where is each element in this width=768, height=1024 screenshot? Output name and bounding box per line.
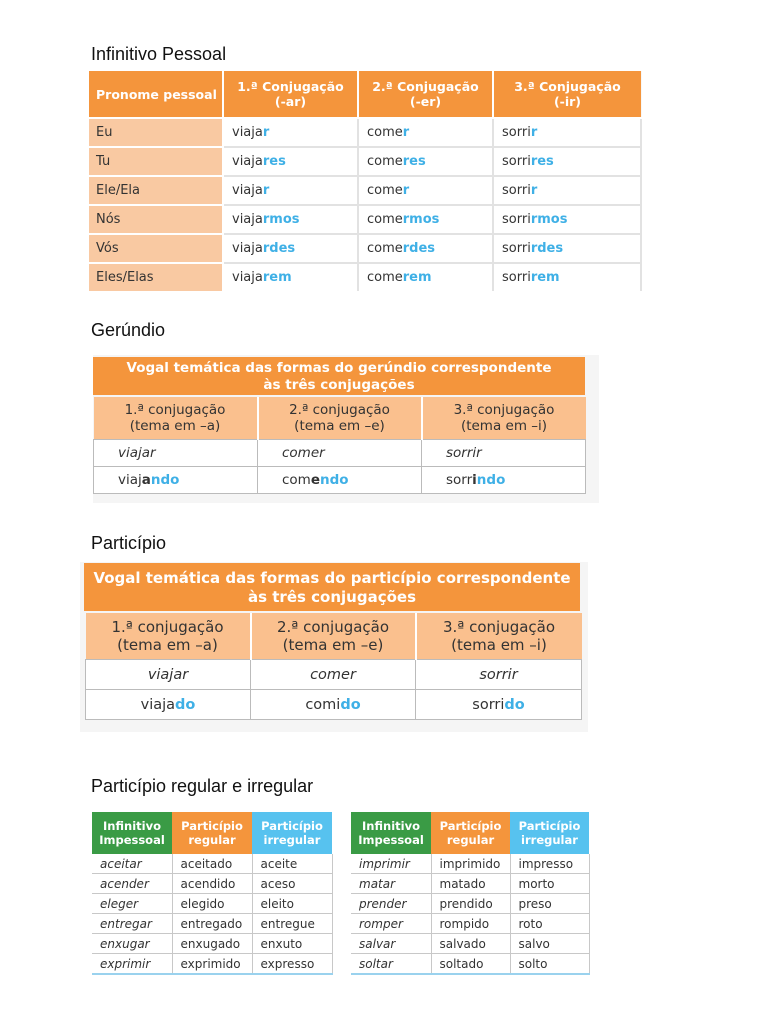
header-sublabel: (tema em –e) bbox=[282, 636, 384, 654]
header-sublabel: (tema em –i) bbox=[460, 418, 548, 434]
table-row bbox=[92, 914, 332, 934]
verb-stem: come bbox=[367, 212, 403, 227]
form-ending: do bbox=[175, 696, 196, 713]
header-sublabel: (tema em –a) bbox=[117, 636, 218, 654]
verb-stem: come bbox=[367, 125, 403, 140]
regular-participle-cell: enxugado bbox=[172, 934, 252, 954]
verb-stem: viaja bbox=[232, 241, 263, 256]
table-cell bbox=[223, 147, 358, 176]
theme-vowel: e bbox=[310, 472, 320, 488]
verb-ending: r bbox=[402, 183, 410, 198]
header-regular bbox=[431, 812, 510, 854]
header-label: Infinitivo bbox=[103, 819, 161, 833]
table-header-row bbox=[94, 397, 586, 440]
header-label: 1.ª Conjugação bbox=[237, 79, 344, 94]
pronoun-cell: Eles/Elas bbox=[89, 263, 223, 291]
irregular-participle-cell: impresso bbox=[510, 854, 589, 874]
table-cell bbox=[493, 176, 641, 205]
infinitive-cell: matar bbox=[351, 874, 431, 894]
verb-ending: r bbox=[262, 183, 270, 198]
verb-stem: sorri bbox=[502, 212, 531, 227]
table-row bbox=[94, 467, 586, 494]
irregular-participle-cell: salvo bbox=[510, 934, 589, 954]
infinitive-cell: exprimir bbox=[92, 954, 172, 975]
table-row bbox=[351, 954, 589, 975]
table-cell: sorrir bbox=[416, 660, 582, 690]
table-row bbox=[351, 934, 589, 954]
table-cell: comer bbox=[258, 440, 422, 467]
header-label: 3.ª conjugação bbox=[442, 618, 556, 636]
verb-ending: res bbox=[530, 154, 554, 169]
table-row bbox=[351, 854, 589, 874]
title-line: Vogal temática das formas do gerúndio correspondente bbox=[126, 360, 552, 376]
irregular-participle-cell: morto bbox=[510, 874, 589, 894]
header-conj-1 bbox=[94, 397, 258, 440]
verb-stem: viaja bbox=[232, 183, 263, 198]
header-infinitivo bbox=[351, 812, 431, 854]
header-label: 3.ª Conjugação bbox=[514, 79, 621, 94]
header-conj-3 bbox=[416, 613, 582, 660]
irregular-participle-cell: aceite bbox=[252, 854, 332, 874]
gerundio-title bbox=[93, 357, 585, 395]
irregular-participle-cell: aceso bbox=[252, 874, 332, 894]
verb-ending: res bbox=[402, 154, 426, 169]
form-stem: sorr bbox=[446, 472, 473, 488]
form-stem: com bbox=[282, 472, 311, 488]
header-sublabel: regular bbox=[446, 833, 495, 847]
title-line: às três conjugações bbox=[263, 377, 415, 393]
verb-ending: res bbox=[262, 154, 286, 169]
header-label: Particípio bbox=[261, 819, 323, 833]
title-line: às três conjugações bbox=[247, 588, 417, 606]
heading-participio: Particípio bbox=[91, 533, 167, 553]
infinitive-cell: eleger bbox=[92, 894, 172, 914]
table-cell bbox=[493, 234, 641, 263]
table-cell bbox=[493, 263, 641, 291]
table-row bbox=[92, 874, 332, 894]
header-irregular bbox=[510, 812, 589, 854]
verb-ending: r bbox=[530, 125, 538, 140]
verb-stem: sorri bbox=[502, 270, 531, 285]
table-cell: viajar bbox=[94, 440, 258, 467]
table-cell: comer bbox=[251, 660, 416, 690]
verb-ending: rmos bbox=[402, 212, 440, 227]
form-stem: viaj bbox=[118, 472, 142, 488]
reg-irreg-left-panel bbox=[92, 812, 332, 974]
irregular-participle-cell: preso bbox=[510, 894, 589, 914]
table-cell bbox=[223, 118, 358, 147]
pronoun-cell: Ele/Ela bbox=[89, 176, 223, 205]
table-cell bbox=[258, 467, 422, 494]
table-cell bbox=[422, 467, 586, 494]
header-label: Particípio bbox=[181, 819, 243, 833]
table-cell bbox=[94, 467, 258, 494]
gerundio-table bbox=[93, 397, 586, 494]
header-sublabel: (tema em –e) bbox=[294, 418, 385, 434]
header-conj-2 bbox=[251, 613, 416, 660]
header-sublabel: (-ir) bbox=[553, 94, 582, 109]
infinitive-cell: romper bbox=[351, 914, 431, 934]
table-row bbox=[86, 660, 582, 690]
verb-ending: rem bbox=[530, 270, 560, 285]
infinitive-cell: prender bbox=[351, 894, 431, 914]
verb-stem: sorri bbox=[502, 125, 531, 140]
header-conj-3 bbox=[493, 71, 641, 118]
header-label: 3.ª conjugação bbox=[453, 402, 555, 418]
header-sublabel: regular bbox=[188, 833, 236, 847]
table-header-row bbox=[86, 613, 582, 660]
verb-stem: viaja bbox=[232, 154, 263, 169]
table-cell bbox=[223, 205, 358, 234]
table-cell bbox=[358, 234, 493, 263]
table-row bbox=[94, 440, 586, 467]
irregular-participle-cell: eleito bbox=[252, 894, 332, 914]
form-stem: comi bbox=[305, 696, 341, 713]
header-label: Particípio bbox=[439, 819, 502, 833]
table-cell bbox=[358, 263, 493, 291]
verb-ending: r bbox=[530, 183, 538, 198]
header-label: 1.ª conjugação bbox=[111, 618, 224, 636]
header-conj-2 bbox=[358, 71, 493, 118]
table-header-row bbox=[351, 812, 589, 854]
table-row bbox=[92, 954, 332, 975]
regular-participle-cell: entregado bbox=[172, 914, 252, 934]
table-cell bbox=[223, 263, 358, 291]
regular-participle-cell: acendido bbox=[172, 874, 252, 894]
header-sublabel: Impessoal bbox=[358, 833, 424, 847]
form-stem: sorri bbox=[472, 696, 505, 713]
infinitive-cell: imprimir bbox=[351, 854, 431, 874]
verb-stem: come bbox=[367, 241, 403, 256]
infinitive-cell: soltar bbox=[351, 954, 431, 975]
table-row bbox=[92, 854, 332, 874]
heading-infinitivo-pessoal: Infinitivo Pessoal bbox=[91, 44, 227, 64]
verb-ending: rdes bbox=[262, 241, 296, 256]
regular-participle-cell: rompido bbox=[431, 914, 510, 934]
table-row bbox=[89, 147, 641, 176]
verb-ending: rmos bbox=[530, 212, 568, 227]
verb-ending: rem bbox=[262, 270, 292, 285]
irregular-participle-cell: solto bbox=[510, 954, 589, 975]
regular-participle-cell: exprimido bbox=[172, 954, 252, 975]
verb-stem: viaja bbox=[232, 212, 263, 227]
header-irregular bbox=[252, 812, 332, 854]
header-label: Infinitivo bbox=[362, 819, 420, 833]
heading-participio-regular-irregular: Particípio regular e irregular bbox=[91, 776, 314, 796]
table-row bbox=[351, 894, 589, 914]
pronoun-cell: Eu bbox=[89, 118, 223, 147]
reg-irreg-left-table bbox=[92, 812, 333, 975]
header-sublabel: (tema em –a) bbox=[129, 418, 221, 434]
pronoun-cell: Vós bbox=[89, 234, 223, 263]
theme-vowel: a bbox=[141, 472, 151, 488]
table-row bbox=[89, 176, 641, 205]
verb-stem: viaja bbox=[232, 270, 263, 285]
header-sublabel: (-er) bbox=[409, 94, 442, 109]
regular-participle-cell: matado bbox=[431, 874, 510, 894]
header-conj-1 bbox=[223, 71, 358, 118]
theme-vowel: i bbox=[472, 472, 477, 488]
table-cell bbox=[416, 690, 582, 720]
form-ending: ndo bbox=[476, 472, 506, 488]
pronoun-cell: Nós bbox=[89, 205, 223, 234]
verb-ending: r bbox=[402, 125, 410, 140]
header-conj-3 bbox=[422, 397, 586, 440]
verb-stem: come bbox=[367, 270, 403, 285]
regular-participle-cell: salvado bbox=[431, 934, 510, 954]
table-row bbox=[89, 263, 641, 291]
regular-participle-cell: prendido bbox=[431, 894, 510, 914]
table-row bbox=[86, 690, 582, 720]
form-ending: do bbox=[504, 696, 525, 713]
table-cell bbox=[251, 690, 416, 720]
infinitive-cell: acender bbox=[92, 874, 172, 894]
infinitive-cell: aceitar bbox=[92, 854, 172, 874]
table-cell bbox=[86, 690, 251, 720]
header-conj-2 bbox=[258, 397, 422, 440]
reg-irreg-right-panel bbox=[351, 812, 589, 974]
header-label: 2.ª Conjugação bbox=[372, 79, 479, 94]
participio-table bbox=[85, 613, 582, 720]
form-stem: viaja bbox=[140, 696, 176, 713]
irregular-participle-cell: expresso bbox=[252, 954, 332, 975]
infinitivo-pessoal-table bbox=[89, 71, 642, 291]
table-row bbox=[89, 205, 641, 234]
header-regular bbox=[172, 812, 252, 854]
table-row bbox=[89, 118, 641, 147]
table-row bbox=[92, 894, 332, 914]
table-row bbox=[89, 234, 641, 263]
verb-ending: rdes bbox=[402, 241, 436, 256]
verb-stem: come bbox=[367, 183, 403, 198]
table-cell bbox=[358, 176, 493, 205]
header-label: 2.ª conjugação bbox=[276, 618, 390, 636]
table-row bbox=[351, 874, 589, 894]
table-cell bbox=[493, 205, 641, 234]
table-cell bbox=[358, 118, 493, 147]
header-sublabel: irregular bbox=[263, 833, 321, 847]
verb-stem: sorri bbox=[502, 241, 531, 256]
verb-ending: r bbox=[262, 125, 270, 140]
form-ending: do bbox=[340, 696, 361, 713]
verb-stem: come bbox=[367, 154, 403, 169]
table-cell bbox=[358, 147, 493, 176]
infinitive-cell: salvar bbox=[351, 934, 431, 954]
regular-participle-cell: aceitado bbox=[172, 854, 252, 874]
regular-participle-cell: soltado bbox=[431, 954, 510, 975]
table-cell: viajar bbox=[86, 660, 251, 690]
irregular-participle-cell: roto bbox=[510, 914, 589, 934]
table-row bbox=[92, 934, 332, 954]
table-cell bbox=[493, 118, 641, 147]
header-pronome: Pronome pessoal bbox=[89, 71, 223, 118]
title-line: Vogal temática das formas do particípio correspondente bbox=[93, 569, 571, 587]
verb-stem: sorri bbox=[502, 183, 531, 198]
header-sublabel: Impessoal bbox=[99, 833, 165, 847]
form-ending: ndo bbox=[320, 472, 349, 488]
infinitive-cell: entregar bbox=[92, 914, 172, 934]
header-sublabel: (tema em –i) bbox=[451, 636, 547, 654]
header-label: 2.ª conjugação bbox=[289, 402, 390, 418]
regular-participle-cell: imprimido bbox=[431, 854, 510, 874]
verb-ending: rdes bbox=[530, 241, 564, 256]
table-cell: sorrir bbox=[422, 440, 586, 467]
irregular-participle-cell: entregue bbox=[252, 914, 332, 934]
table-cell bbox=[358, 205, 493, 234]
infinitive-cell: enxugar bbox=[92, 934, 172, 954]
header-sublabel: irregular bbox=[521, 833, 578, 847]
pronoun-cell: Tu bbox=[89, 147, 223, 176]
table-cell bbox=[223, 176, 358, 205]
header-label: 1.ª conjugação bbox=[124, 402, 226, 418]
form-ending: ndo bbox=[150, 472, 180, 488]
table-row bbox=[351, 914, 589, 934]
header-conj-1 bbox=[86, 613, 251, 660]
header-sublabel: (-ar) bbox=[274, 94, 307, 109]
table-header-row bbox=[92, 812, 332, 854]
verb-stem: sorri bbox=[502, 154, 531, 169]
irregular-participle-cell: enxuto bbox=[252, 934, 332, 954]
table-cell bbox=[493, 147, 641, 176]
table-cell bbox=[223, 234, 358, 263]
regular-participle-cell: elegido bbox=[172, 894, 252, 914]
header-label: Particípio bbox=[518, 819, 581, 833]
table-header-row bbox=[89, 71, 641, 118]
participio-title bbox=[84, 563, 580, 611]
verb-ending: rem bbox=[402, 270, 432, 285]
header-infinitivo bbox=[92, 812, 172, 854]
heading-gerundio: Gerúndio bbox=[91, 320, 166, 340]
verb-stem: viaja bbox=[232, 125, 263, 140]
reg-irreg-right-table bbox=[351, 812, 590, 975]
verb-ending: rmos bbox=[262, 212, 300, 227]
